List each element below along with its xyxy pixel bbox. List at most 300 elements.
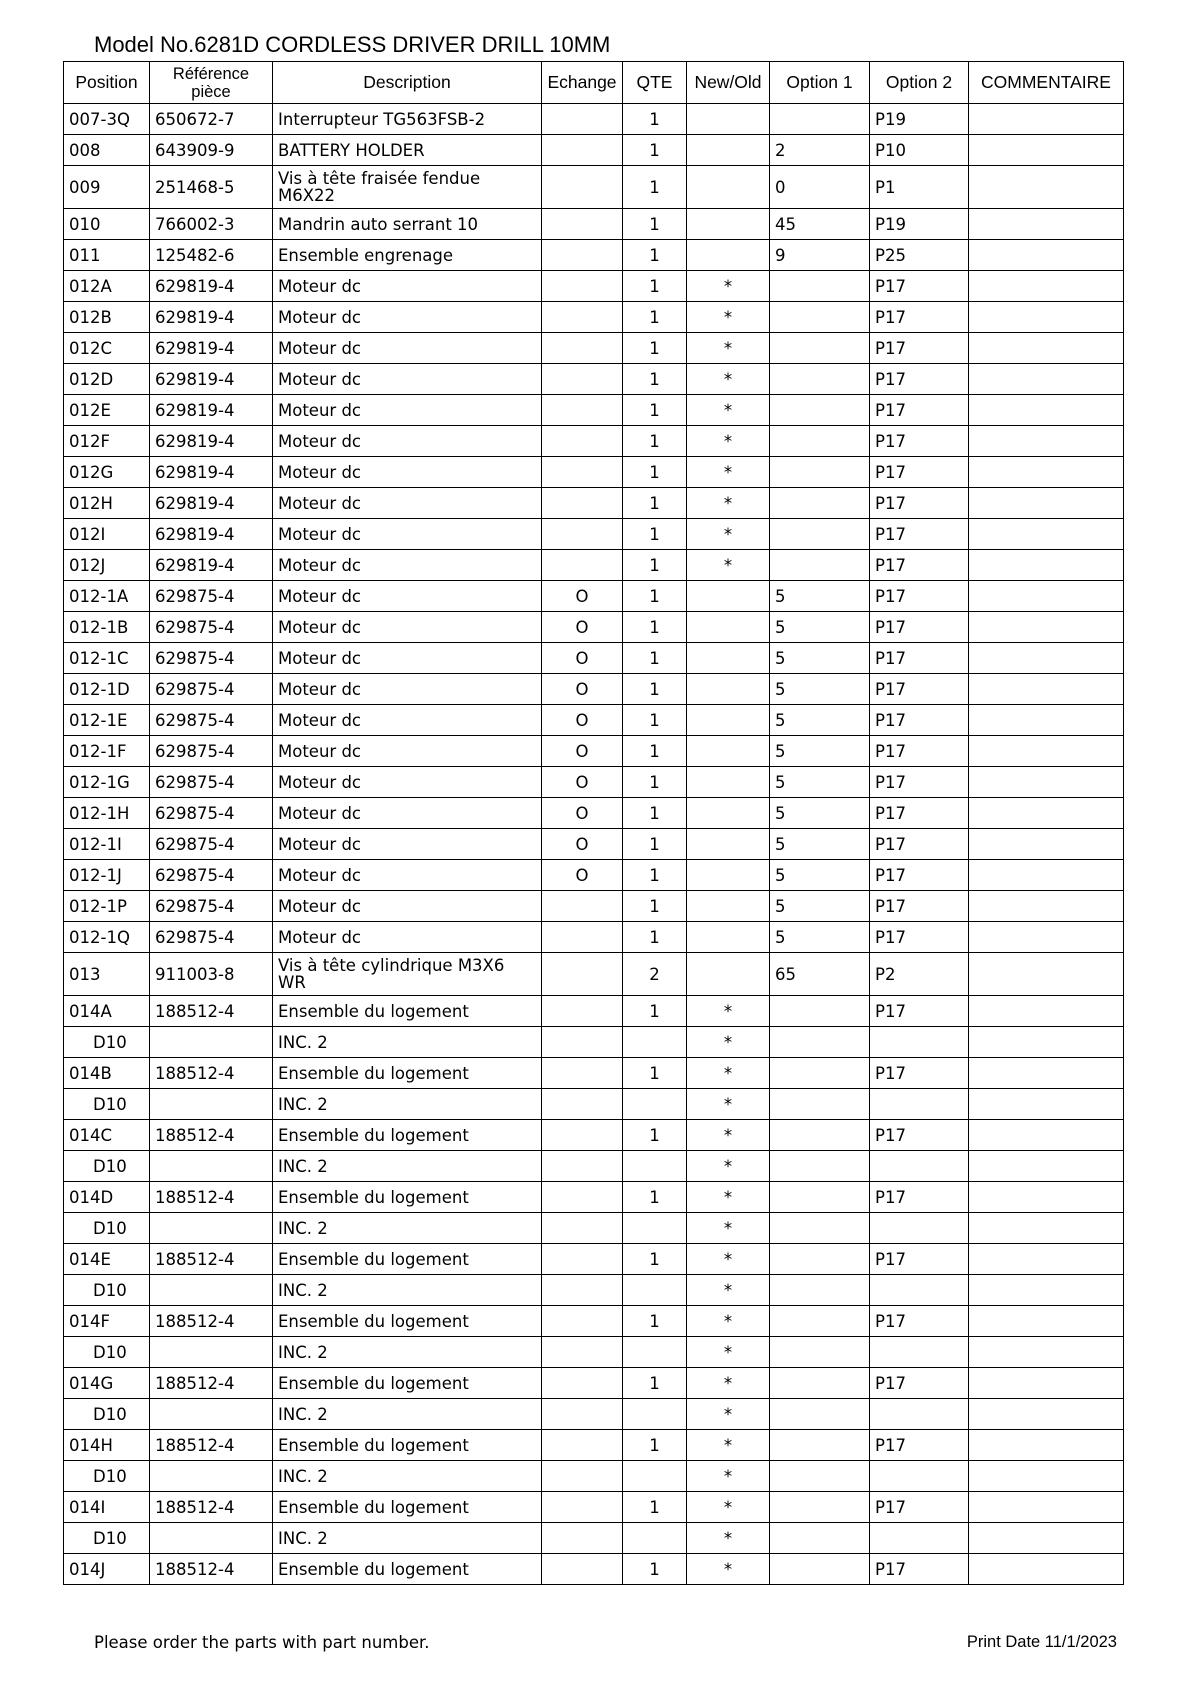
- cell-reference: 629875-4: [150, 674, 273, 705]
- cell-commentaire: [969, 581, 1124, 612]
- cell-option-2: [870, 1399, 969, 1430]
- cell-option-1: 65: [770, 953, 870, 996]
- cell-new-old: [687, 166, 770, 209]
- cell-position: 012C: [64, 333, 150, 364]
- cell-option-1: 5: [770, 705, 870, 736]
- cell-position: 012-1Q: [64, 922, 150, 953]
- cell-commentaire: [969, 302, 1124, 333]
- table-row: [64, 1461, 1124, 1492]
- col-header-echange: Echange: [542, 62, 623, 104]
- cell-position: 012-1H: [64, 798, 150, 829]
- cell-description: Moteur dc: [273, 333, 542, 364]
- cell-description: Moteur dc: [273, 798, 542, 829]
- cell-qte: 1: [623, 271, 687, 302]
- cell-option-2: P17: [870, 891, 969, 922]
- cell-position: 014B: [64, 1058, 150, 1089]
- cell-option-2: P17: [870, 581, 969, 612]
- table-row: [64, 135, 1124, 166]
- cell-qte: 1: [623, 860, 687, 891]
- table-row: [64, 1058, 1124, 1089]
- cell-description: INC. 2: [273, 1275, 542, 1306]
- cell-commentaire: [969, 674, 1124, 705]
- cell-echange: [542, 550, 623, 581]
- cell-new-old: *: [687, 1523, 770, 1554]
- cell-description: INC. 2: [273, 1461, 542, 1492]
- cell-qte: 1: [623, 643, 687, 674]
- cell-position: 014C: [64, 1120, 150, 1151]
- cell-option-2: P17: [870, 996, 969, 1027]
- cell-position: 014I: [64, 1492, 150, 1523]
- cell-position: 012-1I: [64, 829, 150, 860]
- table-row: [64, 1120, 1124, 1151]
- cell-commentaire: [969, 891, 1124, 922]
- cell-position: 012J: [64, 550, 150, 581]
- cell-option-2: P25: [870, 240, 969, 271]
- cell-position: 012A: [64, 271, 150, 302]
- cell-reference: 629875-4: [150, 922, 273, 953]
- cell-new-old: *: [687, 395, 770, 426]
- cell-echange: [542, 488, 623, 519]
- col-header-qte: QTE: [623, 62, 687, 104]
- cell-commentaire: [969, 1244, 1124, 1275]
- cell-commentaire: [969, 922, 1124, 953]
- cell-qte: [623, 1027, 687, 1058]
- cell-position: 012-1A: [64, 581, 150, 612]
- cell-option-2: P17: [870, 364, 969, 395]
- cell-option-1: [770, 364, 870, 395]
- cell-reference: 629819-4: [150, 271, 273, 302]
- table-row: [64, 1027, 1124, 1058]
- cell-qte: 1: [623, 104, 687, 135]
- cell-new-old: *: [687, 550, 770, 581]
- cell-option-2: [870, 1213, 969, 1244]
- cell-option-1: [770, 1244, 870, 1275]
- cell-option-1: 5: [770, 829, 870, 860]
- cell-option-2: P17: [870, 550, 969, 581]
- cell-position: D10: [64, 1523, 150, 1554]
- cell-option-2: P17: [870, 302, 969, 333]
- cell-reference: [150, 1523, 273, 1554]
- cell-reference: 629875-4: [150, 705, 273, 736]
- cell-commentaire: [969, 1058, 1124, 1089]
- cell-qte: [623, 1089, 687, 1120]
- cell-option-1: [770, 1120, 870, 1151]
- cell-qte: [623, 1461, 687, 1492]
- cell-new-old: [687, 240, 770, 271]
- cell-qte: 1: [623, 798, 687, 829]
- cell-echange: O: [542, 674, 623, 705]
- cell-new-old: *: [687, 1430, 770, 1461]
- cell-option-2: P17: [870, 767, 969, 798]
- cell-description: Moteur dc: [273, 302, 542, 333]
- cell-qte: 1: [623, 209, 687, 240]
- cell-position: 012F: [64, 426, 150, 457]
- table-row: [64, 1275, 1124, 1306]
- cell-reference: 188512-4: [150, 1430, 273, 1461]
- col-header-description: Description: [273, 62, 542, 104]
- cell-position: D10: [64, 1275, 150, 1306]
- cell-option-2: [870, 1337, 969, 1368]
- cell-new-old: [687, 674, 770, 705]
- cell-reference: 188512-4: [150, 1244, 273, 1275]
- cell-description: Ensemble du logement: [273, 1554, 542, 1585]
- cell-new-old: *: [687, 519, 770, 550]
- cell-new-old: [687, 643, 770, 674]
- cell-reference: 629875-4: [150, 643, 273, 674]
- cell-echange: [542, 1244, 623, 1275]
- cell-echange: [542, 209, 623, 240]
- cell-option-2: P17: [870, 612, 969, 643]
- table-row: [64, 1244, 1124, 1275]
- table-row: [64, 996, 1124, 1027]
- cell-description: Ensemble du logement: [273, 1430, 542, 1461]
- table-row: [64, 736, 1124, 767]
- cell-new-old: *: [687, 1058, 770, 1089]
- cell-commentaire: [969, 488, 1124, 519]
- cell-reference: 188512-4: [150, 996, 273, 1027]
- cell-description: Moteur dc: [273, 891, 542, 922]
- cell-echange: O: [542, 860, 623, 891]
- cell-echange: [542, 1492, 623, 1523]
- table-row: [64, 1151, 1124, 1182]
- cell-option-1: 5: [770, 860, 870, 891]
- cell-reference: 629819-4: [150, 426, 273, 457]
- cell-description: Moteur dc: [273, 550, 542, 581]
- cell-echange: [542, 1554, 623, 1585]
- cell-qte: 1: [623, 612, 687, 643]
- table-row: [64, 767, 1124, 798]
- cell-option-2: P17: [870, 736, 969, 767]
- col-header-reference: Référence pièce: [150, 62, 273, 104]
- cell-reference: [150, 1461, 273, 1492]
- col-header-commentaire: COMMENTAIRE: [969, 62, 1124, 104]
- cell-qte: 1: [623, 1368, 687, 1399]
- cell-new-old: *: [687, 488, 770, 519]
- cell-reference: 629819-4: [150, 333, 273, 364]
- table-row: [64, 333, 1124, 364]
- cell-qte: 1: [623, 395, 687, 426]
- cell-commentaire: [969, 767, 1124, 798]
- cell-description: Ensemble du logement: [273, 1058, 542, 1089]
- cell-qte: 1: [623, 1182, 687, 1213]
- cell-position: D10: [64, 1151, 150, 1182]
- cell-echange: [542, 1089, 623, 1120]
- cell-new-old: *: [687, 1151, 770, 1182]
- cell-new-old: *: [687, 1554, 770, 1585]
- cell-echange: [542, 364, 623, 395]
- cell-description: Moteur dc: [273, 922, 542, 953]
- cell-description: Ensemble du logement: [273, 1120, 542, 1151]
- cell-position: 012-1C: [64, 643, 150, 674]
- cell-option-1: [770, 104, 870, 135]
- cell-reference: 125482-6: [150, 240, 273, 271]
- cell-echange: O: [542, 829, 623, 860]
- cell-new-old: *: [687, 333, 770, 364]
- cell-echange: [542, 1306, 623, 1337]
- cell-position: 014G: [64, 1368, 150, 1399]
- cell-position: 012I: [64, 519, 150, 550]
- cell-description: Ensemble du logement: [273, 1492, 542, 1523]
- cell-reference: 629819-4: [150, 302, 273, 333]
- cell-option-1: [770, 519, 870, 550]
- table-row: [64, 1306, 1124, 1337]
- table-row: [64, 271, 1124, 302]
- cell-description: Ensemble du logement: [273, 1306, 542, 1337]
- cell-qte: 1: [623, 519, 687, 550]
- cell-commentaire: [969, 1213, 1124, 1244]
- cell-new-old: *: [687, 1461, 770, 1492]
- table-row: [64, 891, 1124, 922]
- cell-description: Ensemble du logement: [273, 1368, 542, 1399]
- cell-commentaire: [969, 550, 1124, 581]
- cell-description: Moteur dc: [273, 395, 542, 426]
- cell-new-old: *: [687, 1120, 770, 1151]
- cell-new-old: *: [687, 426, 770, 457]
- cell-position: 014E: [64, 1244, 150, 1275]
- table-row: [64, 1492, 1124, 1523]
- cell-commentaire: [969, 798, 1124, 829]
- table-row: [64, 953, 1124, 996]
- cell-commentaire: [969, 1120, 1124, 1151]
- cell-option-2: P17: [870, 829, 969, 860]
- cell-commentaire: [969, 1492, 1124, 1523]
- cell-commentaire: [969, 271, 1124, 302]
- cell-new-old: *: [687, 1089, 770, 1120]
- cell-new-old: [687, 767, 770, 798]
- table-row: [64, 395, 1124, 426]
- cell-echange: [542, 395, 623, 426]
- cell-echange: [542, 271, 623, 302]
- cell-commentaire: [969, 1399, 1124, 1430]
- cell-new-old: [687, 705, 770, 736]
- cell-new-old: [687, 736, 770, 767]
- cell-option-2: P2: [870, 953, 969, 996]
- cell-commentaire: [969, 1368, 1124, 1399]
- cell-option-2: P17: [870, 1368, 969, 1399]
- cell-description: INC. 2: [273, 1027, 542, 1058]
- cell-new-old: *: [687, 364, 770, 395]
- cell-option-2: P17: [870, 705, 969, 736]
- cell-qte: 2: [623, 953, 687, 996]
- cell-option-2: P17: [870, 457, 969, 488]
- cell-option-2: P10: [870, 135, 969, 166]
- cell-qte: 1: [623, 166, 687, 209]
- table-row: [64, 829, 1124, 860]
- cell-qte: [623, 1337, 687, 1368]
- cell-option-2: P19: [870, 104, 969, 135]
- cell-qte: 1: [623, 426, 687, 457]
- cell-commentaire: [969, 1337, 1124, 1368]
- cell-commentaire: [969, 1182, 1124, 1213]
- cell-option-2: P17: [870, 1120, 969, 1151]
- cell-commentaire: [969, 519, 1124, 550]
- cell-option-1: [770, 333, 870, 364]
- table-row: [64, 922, 1124, 953]
- cell-new-old: *: [687, 271, 770, 302]
- col-header-option-2: Option 2: [870, 62, 969, 104]
- cell-reference: 766002-3: [150, 209, 273, 240]
- cell-echange: [542, 240, 623, 271]
- cell-reference: 629875-4: [150, 581, 273, 612]
- cell-description: Moteur dc: [273, 426, 542, 457]
- table-row: [64, 426, 1124, 457]
- cell-option-2: P17: [870, 922, 969, 953]
- cell-qte: 1: [623, 1554, 687, 1585]
- cell-description: Moteur dc: [273, 674, 542, 705]
- cell-qte: [623, 1151, 687, 1182]
- cell-reference: [150, 1275, 273, 1306]
- cell-option-2: [870, 1461, 969, 1492]
- cell-position: 012-1P: [64, 891, 150, 922]
- cell-echange: [542, 1213, 623, 1244]
- cell-echange: [542, 166, 623, 209]
- cell-option-2: P17: [870, 519, 969, 550]
- cell-position: 012-1B: [64, 612, 150, 643]
- cell-description: Vis à tête cylindrique M3X6 WR: [273, 953, 542, 996]
- cell-option-1: [770, 395, 870, 426]
- cell-echange: [542, 135, 623, 166]
- cell-position: D10: [64, 1089, 150, 1120]
- cell-new-old: [687, 891, 770, 922]
- cell-option-2: [870, 1089, 969, 1120]
- cell-new-old: *: [687, 1213, 770, 1244]
- cell-echange: [542, 1430, 623, 1461]
- table-row: [64, 860, 1124, 891]
- cell-position: 012-1G: [64, 767, 150, 798]
- cell-qte: 1: [623, 705, 687, 736]
- cell-option-1: 5: [770, 612, 870, 643]
- cell-position: 014H: [64, 1430, 150, 1461]
- cell-option-1: 0: [770, 166, 870, 209]
- cell-description: INC. 2: [273, 1213, 542, 1244]
- cell-qte: [623, 1275, 687, 1306]
- cell-new-old: [687, 953, 770, 996]
- cell-echange: O: [542, 705, 623, 736]
- cell-reference: 911003-8: [150, 953, 273, 996]
- cell-echange: [542, 333, 623, 364]
- table-row: [64, 581, 1124, 612]
- cell-echange: [542, 1182, 623, 1213]
- cell-position: 009: [64, 166, 150, 209]
- cell-option-2: P1: [870, 166, 969, 209]
- cell-option-2: P17: [870, 1492, 969, 1523]
- cell-commentaire: [969, 1306, 1124, 1337]
- table-row: [64, 1368, 1124, 1399]
- cell-commentaire: [969, 1461, 1124, 1492]
- cell-new-old: [687, 135, 770, 166]
- cell-reference: 188512-4: [150, 1182, 273, 1213]
- cell-position: 013: [64, 953, 150, 996]
- cell-echange: [542, 519, 623, 550]
- cell-option-2: P17: [870, 860, 969, 891]
- cell-echange: [542, 1368, 623, 1399]
- cell-commentaire: [969, 166, 1124, 209]
- table-row: [64, 1337, 1124, 1368]
- cell-option-2: P17: [870, 1554, 969, 1585]
- cell-qte: 1: [623, 581, 687, 612]
- cell-position: 012-1J: [64, 860, 150, 891]
- cell-reference: 629875-4: [150, 767, 273, 798]
- cell-reference: 650672-7: [150, 104, 273, 135]
- cell-qte: [623, 1523, 687, 1554]
- cell-description: INC. 2: [273, 1151, 542, 1182]
- cell-qte: 1: [623, 550, 687, 581]
- table-row: [64, 612, 1124, 643]
- cell-option-1: [770, 1337, 870, 1368]
- cell-qte: 1: [623, 1244, 687, 1275]
- cell-qte: 1: [623, 829, 687, 860]
- cell-position: D10: [64, 1213, 150, 1244]
- cell-option-1: [770, 1554, 870, 1585]
- cell-position: 012-1F: [64, 736, 150, 767]
- cell-commentaire: [969, 395, 1124, 426]
- parts-table: [63, 61, 1124, 1585]
- cell-option-2: [870, 1027, 969, 1058]
- print-date: Print Date 11/1/2023: [966, 1633, 1117, 1651]
- cell-option-1: [770, 1182, 870, 1213]
- cell-option-1: 5: [770, 798, 870, 829]
- cell-option-2: P17: [870, 798, 969, 829]
- cell-reference: [150, 1089, 273, 1120]
- cell-commentaire: [969, 1275, 1124, 1306]
- cell-option-2: P17: [870, 1430, 969, 1461]
- table-row: [64, 1523, 1124, 1554]
- cell-description: Moteur dc: [273, 612, 542, 643]
- cell-option-1: [770, 996, 870, 1027]
- page-title: Model No.6281D CORDLESS DRIVER DRILL 10MM: [94, 32, 611, 57]
- cell-new-old: [687, 829, 770, 860]
- table-row: [64, 798, 1124, 829]
- cell-position: 012-1E: [64, 705, 150, 736]
- cell-commentaire: [969, 953, 1124, 996]
- cell-echange: [542, 891, 623, 922]
- cell-option-1: [770, 550, 870, 581]
- cell-commentaire: [969, 1430, 1124, 1461]
- parts-table-body: [64, 104, 1124, 1585]
- cell-echange: [542, 104, 623, 135]
- cell-echange: O: [542, 612, 623, 643]
- cell-reference: 629819-4: [150, 488, 273, 519]
- cell-reference: 629875-4: [150, 736, 273, 767]
- col-header-position: Position: [64, 62, 150, 104]
- cell-option-1: [770, 302, 870, 333]
- cell-option-2: P17: [870, 1182, 969, 1213]
- cell-option-1: [770, 426, 870, 457]
- cell-option-2: [870, 1151, 969, 1182]
- cell-qte: 1: [623, 891, 687, 922]
- cell-description: Moteur dc: [273, 488, 542, 519]
- cell-new-old: *: [687, 1244, 770, 1275]
- cell-description: Mandrin auto serrant 10: [273, 209, 542, 240]
- cell-reference: 629819-4: [150, 457, 273, 488]
- cell-qte: 1: [623, 457, 687, 488]
- table-row: [64, 1399, 1124, 1430]
- cell-new-old: *: [687, 302, 770, 333]
- cell-option-2: P17: [870, 488, 969, 519]
- cell-option-1: 5: [770, 581, 870, 612]
- cell-qte: 1: [623, 674, 687, 705]
- cell-option-1: 5: [770, 674, 870, 705]
- cell-position: 014A: [64, 996, 150, 1027]
- cell-new-old: *: [687, 1275, 770, 1306]
- cell-new-old: *: [687, 457, 770, 488]
- cell-reference: 629875-4: [150, 798, 273, 829]
- cell-description: Ensemble du logement: [273, 1244, 542, 1275]
- col-header-option-1: Option 1: [770, 62, 870, 104]
- cell-echange: [542, 1275, 623, 1306]
- cell-option-2: P17: [870, 674, 969, 705]
- cell-qte: 1: [623, 1120, 687, 1151]
